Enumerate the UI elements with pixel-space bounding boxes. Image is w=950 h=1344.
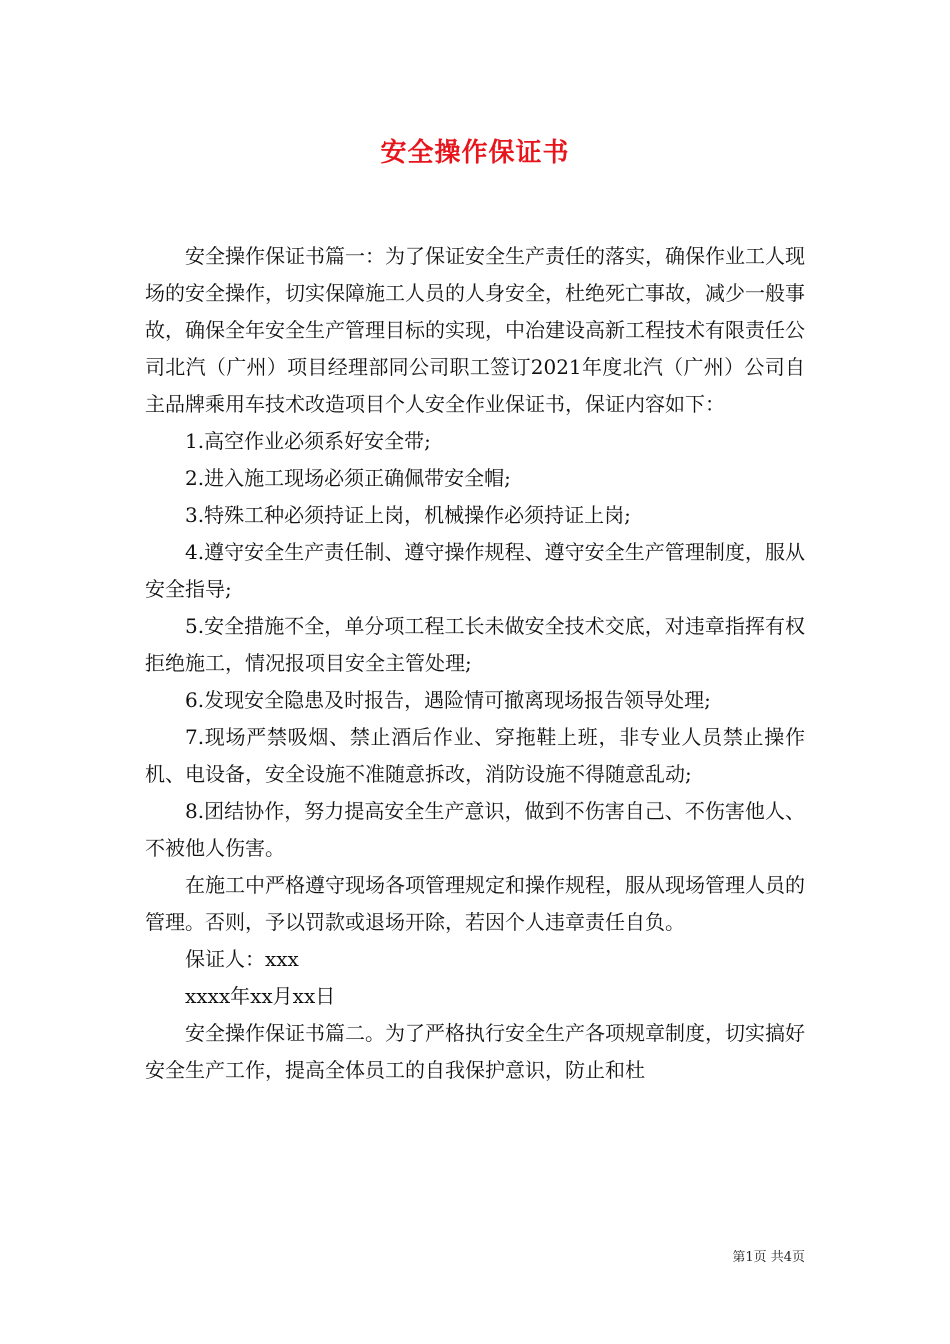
date-line: xxxx年xx月xx日 — [185, 984, 336, 1008]
paragraph-intro: 安全操作保证书篇一：为了保证安全生产责任的落实，确保作业工人现场的安全操作，切实保障施工人员的人身安全，杜绝死亡事故，减少一般事故，确保全年安全生产管理目标的实现，中冶建设高新工程技术有限责任公司北汽（广州）项目经理部同公司职工签订2021年度北汽（广州）公司自主品牌乘用车技术改造项目个人安全作业保证书，保证内容如下： — [145, 244, 805, 416]
page-number: 第1页 共4页 — [732, 1250, 805, 1265]
paragraph-item-7: 7.现场严禁吸烟、禁止酒后作业、穿拖鞋上班，非专业人员禁止操作机、电设备，安全设施不准随意拆改，消防设施不得随意乱动; — [145, 725, 805, 786]
guarantor-line: 保证人：xxx — [185, 947, 299, 971]
paragraph-item-5: 5.安全措施不全，单分项工程工长未做安全技术交底，对违章指挥有权拒绝施工，情况报项目安全主管处理; — [145, 614, 805, 675]
paragraph-item-8: 8.团结协作，努力提高安全生产意识，做到不伤害自己、不伤害他人、不被他人伤害。 — [145, 799, 805, 860]
paragraph-part-two: 安全操作保证书篇二。为了严格执行安全生产各项规章制度，切实搞好安全生产工作，提高全体员工的自我保护意识，防止和杜 — [145, 1021, 805, 1082]
paragraph-item-3: 3.特殊工种必须持证上岗，机械操作必须持证上岗; — [185, 503, 631, 527]
document-title: 安全操作保证书 — [380, 138, 570, 168]
document-body — [145, 238, 805, 1089]
paragraph-item-4: 4.遵守安全生产责任制、遵守操作规程、遵守安全生产管理制度，服从安全指导; — [145, 540, 805, 601]
paragraph-item-2: 2.进入施工现场必须正确佩带安全帽; — [185, 466, 511, 490]
paragraph-item-1: 1.高空作业必须系好安全带; — [185, 429, 431, 453]
paragraph-closing: 在施工中严格遵守现场各项管理规定和操作规程，服从现场管理人员的管理。否则，予以罚款或退场开除，若因个人违章责任自负。 — [145, 873, 805, 934]
paragraph-item-6: 6.发现安全隐患及时报告，遇险情可撤离现场报告领导处理; — [185, 688, 711, 712]
